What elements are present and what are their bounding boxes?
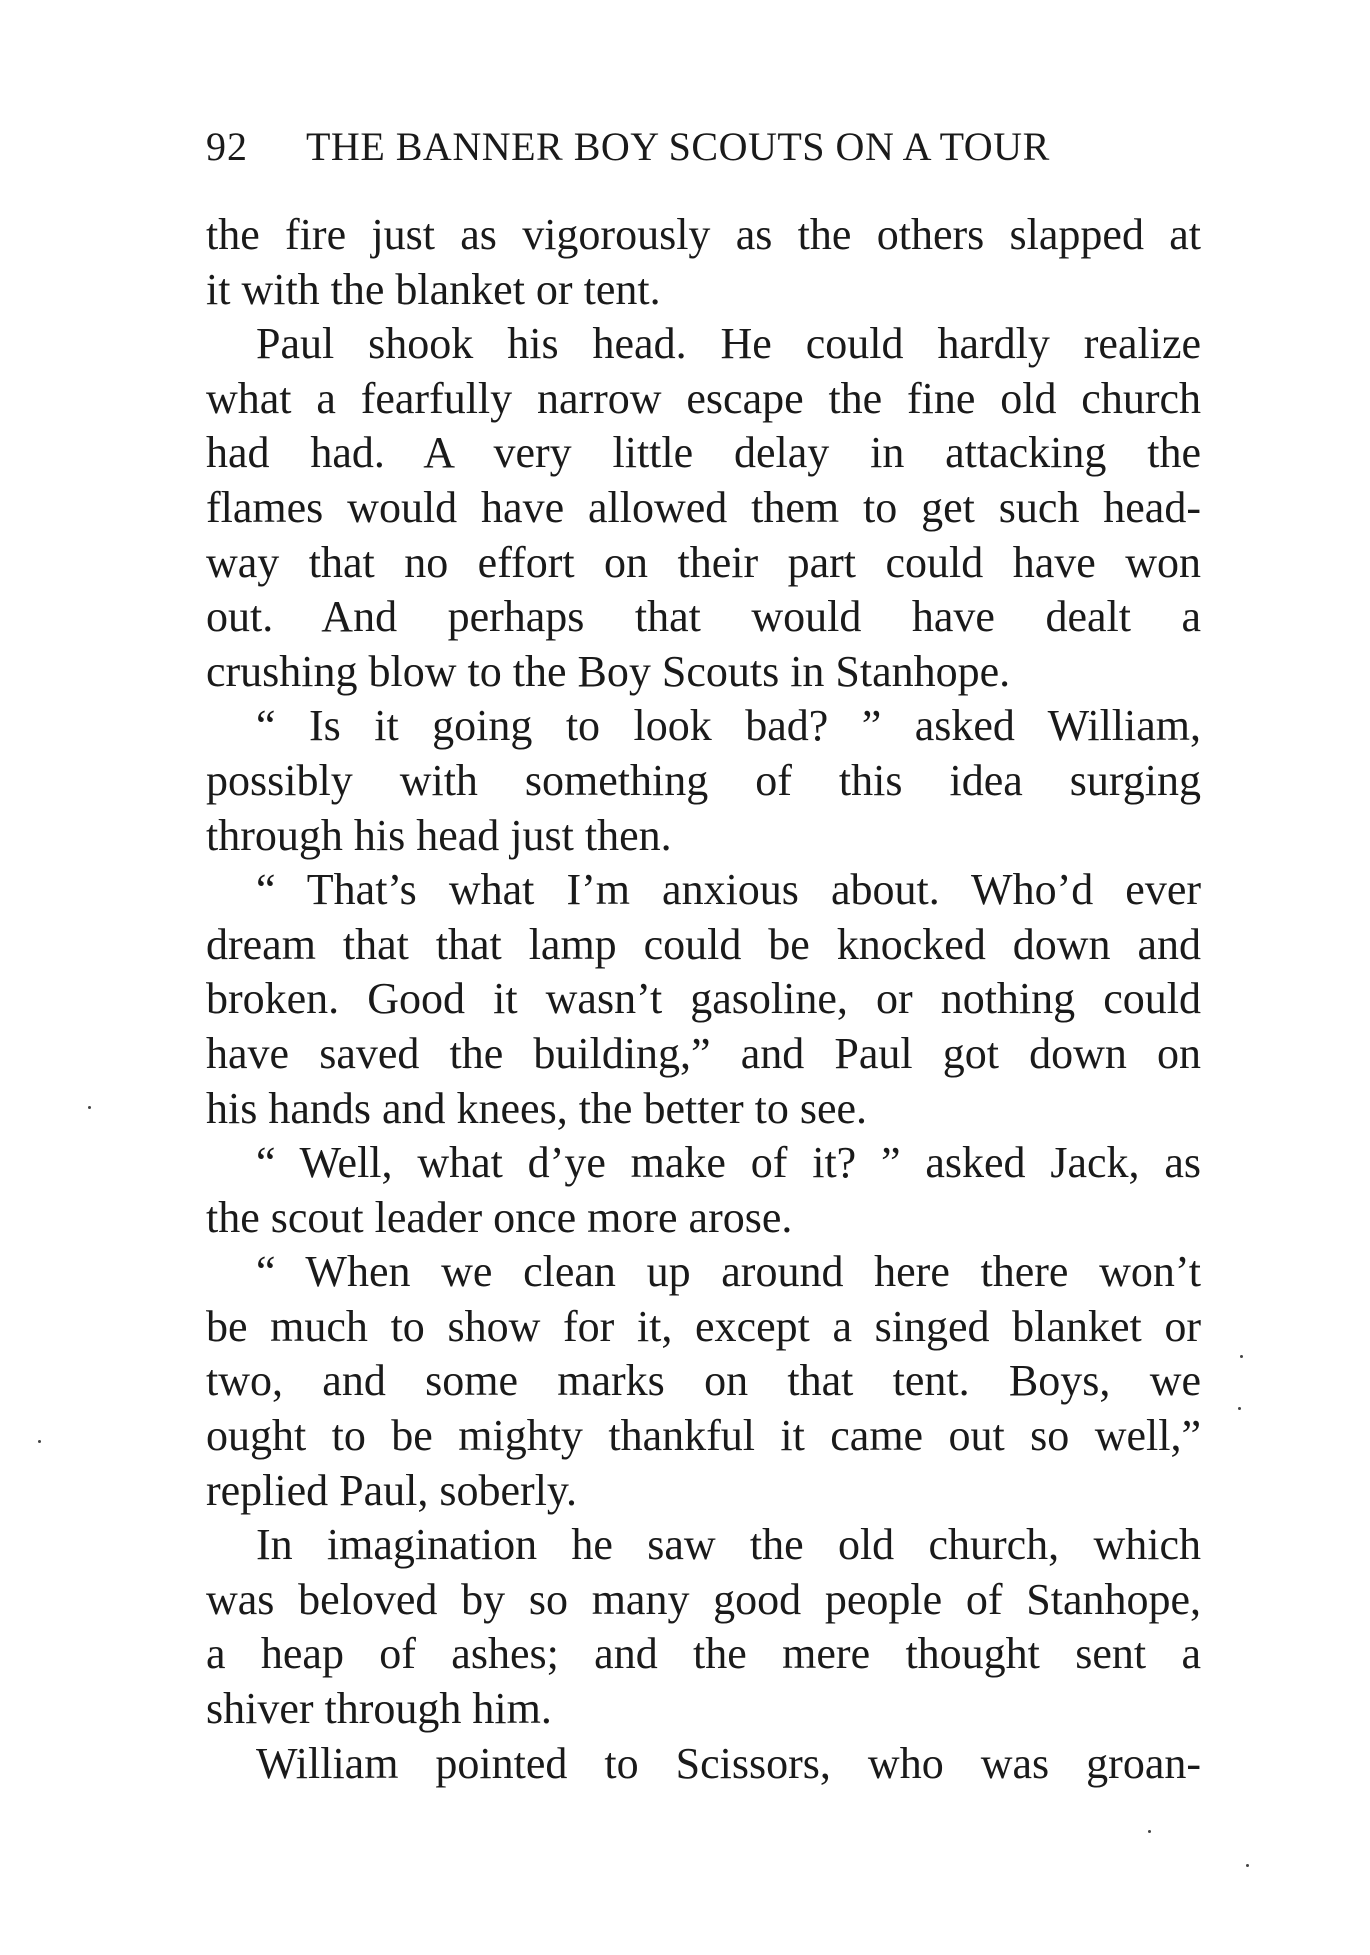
text-line: out. And perhaps that would have dealt a	[206, 592, 1201, 642]
text-line: “ When we clean up around here there won’t	[256, 1247, 1201, 1297]
text-line: have saved the building,” and Paul got down on	[206, 1028, 1201, 1078]
body-text	[206, 208, 1201, 1791]
scan-speck	[1148, 1830, 1151, 1833]
text-line: a heap of ashes; and the mere thought sent a	[206, 1629, 1201, 1679]
text-line: In imagination he saw the old church, which	[256, 1520, 1201, 1570]
text-line: through his head just then.	[206, 810, 672, 860]
running-title: THE BANNER BOY SCOUTS ON A TOUR	[306, 124, 1050, 169]
page-number: 92	[206, 124, 248, 169]
scan-speck	[38, 1440, 41, 1443]
text-line: ought to be mighty thankful it came out so well,”	[206, 1411, 1201, 1461]
scan-speck	[88, 1106, 91, 1109]
text-line: replied Paul, soberly.	[206, 1465, 578, 1515]
text-line: what a fearfully narrow escape the fine old church	[206, 373, 1201, 423]
scan-speck	[1238, 1407, 1241, 1410]
text-line: “ Is it going to look bad? ” asked William,	[256, 701, 1201, 751]
text-line: two, and some marks on that tent. Boys, we	[206, 1356, 1201, 1406]
text-line: broken. Good it wasn’t gasoline, or nothing could	[206, 974, 1201, 1024]
text-line: dream that that lamp could be knocked down and	[206, 919, 1201, 969]
text-line: was beloved by so many good people of Stanhope,	[206, 1574, 1201, 1624]
text-line: way that no effort on their part could have won	[206, 537, 1201, 587]
text-line: his hands and knees, the better to see.	[206, 1083, 868, 1133]
text-line: “ Well, what d’ye make of it? ” asked Jack, as	[256, 1138, 1201, 1188]
text-line: be much to show for it, except a singed blanket or	[206, 1301, 1201, 1351]
text-line: Paul shook his head. He could hardly realize	[256, 319, 1201, 369]
text-line: the fire just as vigorously as the others slapped at	[206, 210, 1201, 259]
text-line: the scout leader once more arose.	[206, 1192, 793, 1242]
text-line: it with the blanket or tent.	[206, 264, 661, 314]
text-line: William pointed to Scissors, who was groan-	[256, 1738, 1201, 1788]
scan-speck	[1246, 1864, 1249, 1867]
text-line: crushing blow to the Boy Scouts in Stanhope.	[206, 646, 1011, 696]
text-line: had had. A very little delay in attacking the	[206, 428, 1201, 478]
text-line: “ That’s what I’m anxious about. Who’d ever	[256, 865, 1201, 915]
text-line: flames would have allowed them to get such head-	[206, 482, 1201, 532]
scan-speck	[1240, 1355, 1243, 1358]
text-line: shiver through him.	[206, 1684, 552, 1734]
running-header	[206, 122, 1201, 172]
text-line: possibly with something of this idea surging	[206, 755, 1201, 805]
